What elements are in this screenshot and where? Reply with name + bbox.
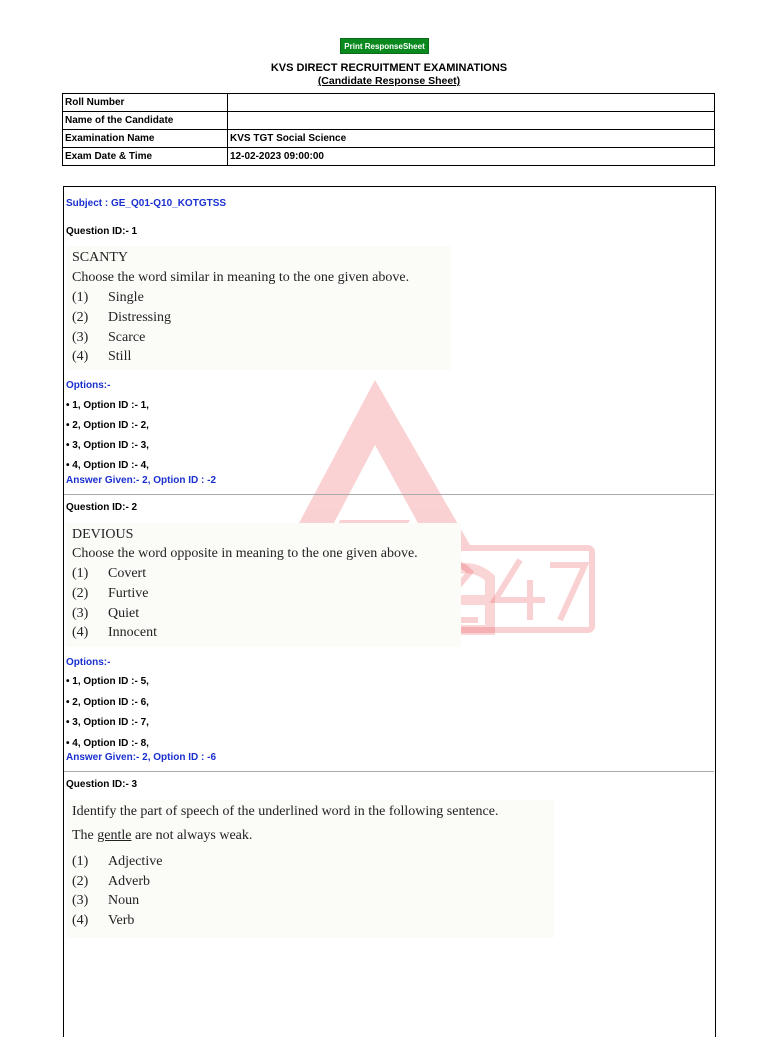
choice-number: (1) — [72, 290, 89, 305]
table-row — [63, 148, 715, 166]
choice-number: (4) — [72, 349, 89, 364]
question-image — [66, 800, 554, 938]
answer-given: Answer Given:- 2, Option ID : -2 — [66, 475, 217, 486]
info-label: Name of the Candidate — [63, 112, 228, 130]
options-heading: Options:- — [66, 380, 111, 391]
choice-number: (1) — [72, 854, 89, 869]
option-item: • 1, Option ID :- 1, — [66, 400, 149, 411]
divider — [64, 771, 714, 772]
choice-text: Adverb — [108, 874, 150, 889]
info-label: Roll Number — [63, 94, 228, 112]
table-row — [63, 130, 715, 148]
page-subtitle: (Candidate Response Sheet) — [317, 75, 461, 87]
options-heading: Options:- — [66, 657, 111, 668]
choice-number: (1) — [72, 566, 89, 581]
info-label: Exam Date & Time — [63, 148, 228, 166]
question-image — [66, 246, 451, 370]
answer-given: Answer Given:- 2, Option ID : -6 — [66, 752, 217, 763]
option-item: • 4, Option ID :- 4, — [66, 460, 149, 471]
table-row — [63, 112, 715, 130]
choice-text: Verb — [108, 913, 135, 928]
question-id: Question ID:- 3 — [66, 779, 138, 790]
divider — [64, 494, 714, 495]
choice-number: (2) — [72, 874, 89, 889]
question-prompt: Choose the word similar in meaning to the one given above. — [72, 270, 410, 285]
question-word: DEVIOUS — [72, 527, 134, 542]
choice-text: Still — [108, 349, 132, 364]
choice-text: Quiet — [108, 606, 140, 621]
underlined-word: gentle — [97, 828, 132, 843]
page-title: KVS DIRECT RECRUITMENT EXAMINATIONS — [270, 62, 508, 74]
question-word: SCANTY — [72, 250, 129, 265]
choice-number: (2) — [72, 586, 89, 601]
choice-text: Noun — [108, 893, 140, 908]
option-item: • 4, Option ID :- 8, — [66, 738, 149, 749]
info-value — [228, 112, 715, 130]
question-prompt: Identify the part of speech of the underlined word in the following sentence. — [72, 804, 499, 819]
subject-label: Subject : GE_Q01-Q10_KOTGTSS — [66, 198, 227, 209]
question-sentence: The gentle are not always weak. — [72, 828, 253, 843]
option-item: • 2, Option ID :- 6, — [66, 697, 149, 708]
choice-number: (3) — [72, 330, 89, 345]
choice-text: Single — [108, 290, 144, 305]
option-item: • 3, Option ID :- 7, — [66, 717, 149, 728]
option-item: • 1, Option ID :- 5, — [66, 676, 149, 687]
choice-number: (4) — [72, 913, 89, 928]
choice-number: (3) — [72, 893, 89, 908]
question-image — [66, 523, 461, 647]
print-response-sheet-button[interactable]: Print ResponseSheet — [340, 38, 429, 54]
question-id: Question ID:- 1 — [66, 226, 138, 237]
info-value — [228, 94, 715, 112]
choice-number: (3) — [72, 606, 89, 621]
choice-number: (4) — [72, 625, 89, 640]
info-label: Examination Name — [63, 130, 228, 148]
choice-text: Scarce — [108, 330, 146, 345]
question-prompt: Choose the word opposite in meaning to the one given above. — [72, 546, 418, 561]
choice-text: Furtive — [108, 586, 149, 601]
question-id: Question ID:- 2 — [66, 502, 138, 513]
info-value: 12-02-2023 09:00:00 — [228, 148, 715, 166]
option-item: • 2, Option ID :- 2, — [66, 420, 149, 431]
option-item: • 3, Option ID :- 3, — [66, 440, 149, 451]
candidate-info-table — [62, 93, 715, 166]
info-value: KVS TGT Social Science — [228, 130, 715, 148]
choice-text: Covert — [108, 566, 147, 581]
choice-text: Distressing — [108, 310, 171, 325]
choice-number: (2) — [72, 310, 89, 325]
choice-text: Innocent — [108, 625, 157, 640]
table-row — [63, 94, 715, 112]
choice-text: Adjective — [108, 854, 163, 869]
